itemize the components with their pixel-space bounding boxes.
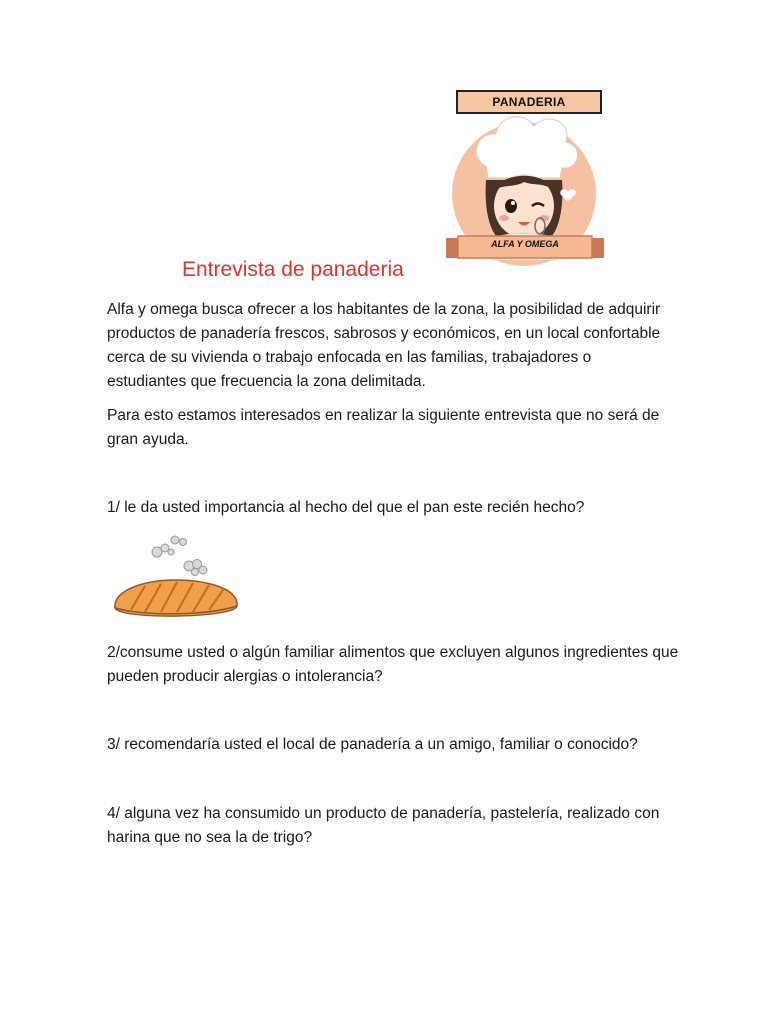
question-4: 4/ alguna vez ha consumido un producto de panadería, pastelería, realizado con harina que no sea la de trigo? <box>107 805 660 846</box>
intro-paragraph: Alfa y omega busca ofrecer a los habitantes de la zona, la posibilidad de adquirir productos de panadería frescos, sabrosos y económicos, en un local confortable cerca de su vivienda o trabajo enfocada en las familias, trabajadores o estudiantes que frecuencia la zona delimitada. <box>107 301 661 390</box>
purpose-paragraph: Para esto estamos interesados en realizar la siguiente entrevista que no será de gran ayuda. <box>107 407 660 448</box>
steaming-bread-icon <box>105 530 245 625</box>
question-1: 1/ le da usted importancia al hecho del que el pan este recién hecho? <box>107 499 585 516</box>
page-title: Entrevista de panaderia <box>182 258 404 281</box>
logo-ribbon-label: ALFA Y OMEGA <box>491 239 559 249</box>
question-2: 2/consume usted o algún familiar alimentos que excluyen algunos ingredientes que pueden producir alergias o intolerancia? <box>107 644 679 685</box>
question-3: 3/ recomendaría usted el local de panadería a un amigo, familiar o conocido? <box>107 736 638 753</box>
logo-header-label: PANADERIA <box>456 90 602 114</box>
